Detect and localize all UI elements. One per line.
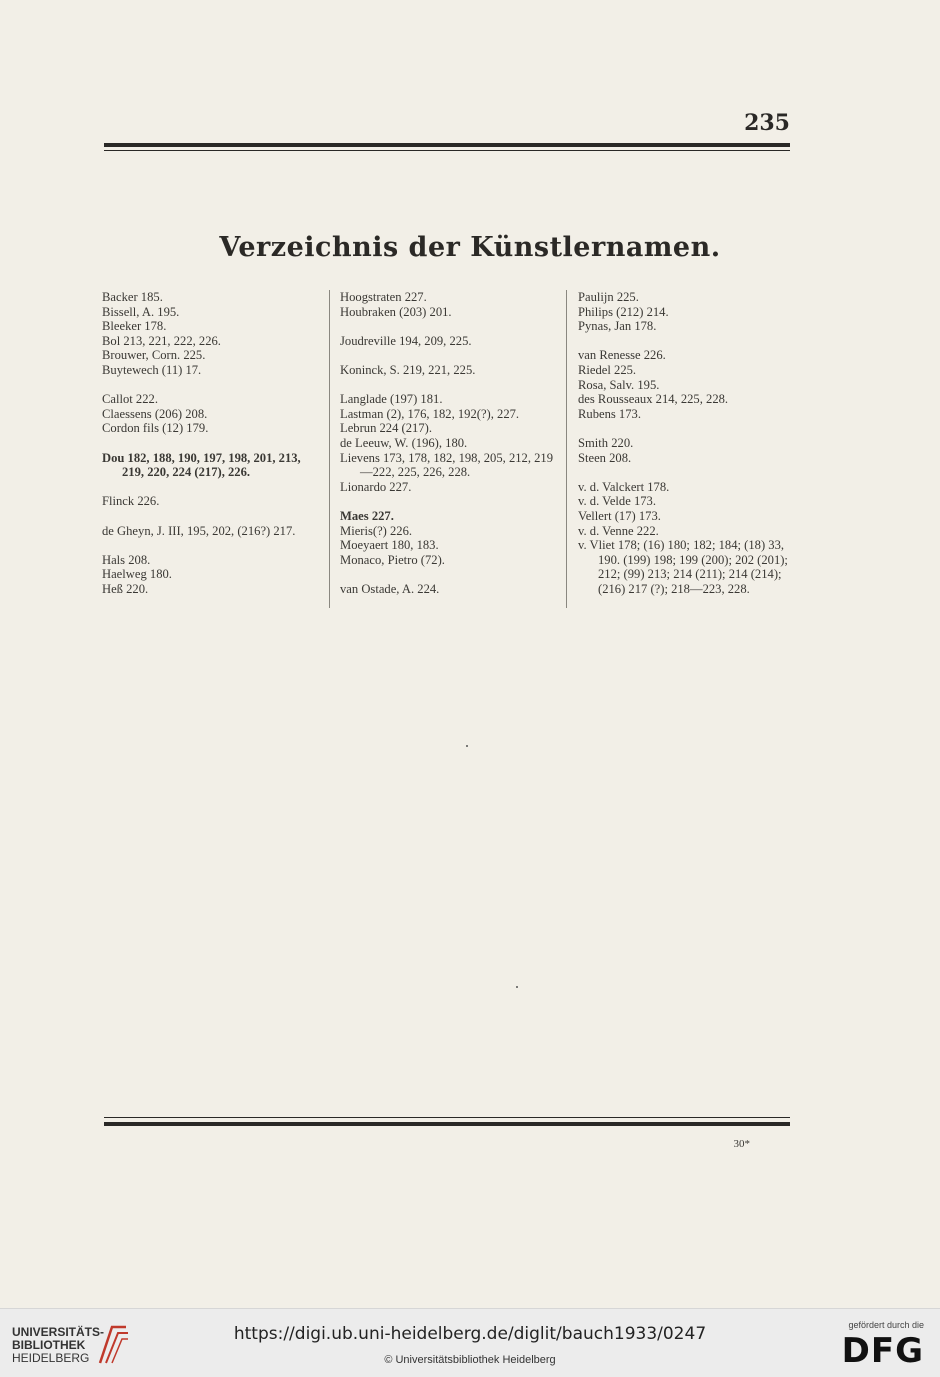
entry-spacer [578,421,790,436]
index-entry: Langlade (197) 181. [340,392,443,407]
index-entry: des Rousseaux 214, 225, 228. [578,392,729,407]
dfg-logo[interactable]: DFG [841,1331,924,1371]
index-entry: van Ostade, A. 224. [340,581,440,596]
index-column-2 [340,290,562,596]
header-rule-thick [104,143,790,147]
index-entry: Koninck, S. 219, 221, 225. [340,362,476,377]
index-entry: v. d. Valckert 178. [578,479,670,494]
index-entry: Brouwer, Corn. 225. [102,348,206,363]
header-rule-thin [104,150,790,151]
specks [516,986,518,988]
index-entry: Heß 220. [102,581,149,596]
entry-spacer [340,567,562,582]
entry-spacer [340,378,562,393]
signature-mark: 30* [733,1138,750,1150]
library-line: BIBLIOTHEK [12,1338,86,1352]
footer-rule-thick [104,1122,790,1126]
index-entry: Houbraken (203) 201. [340,304,452,319]
index-entry: Dou 182, 188, 190, 197, 198, 201, 213, 219, 220, 224 (217), 226. [102,450,301,480]
index-entry: Monaco, Pietro (72). [340,552,445,567]
index-entry: Moeyaert 180, 183. [340,538,439,553]
index-entry: Rubens 173. [578,406,641,421]
index-entry: Lastman (2), 176, 182, 192(?), 227. [340,406,520,421]
index-entry: Smith 220. [578,435,634,450]
index-entry: Buytewech (11) 17. [102,362,202,377]
library-line: UNIVERSITÄTS- [12,1325,105,1339]
entry-spacer [102,436,324,451]
entry-spacer [102,538,324,553]
index-entry: de Gheyn, J. III, 195, 202, (216?) 217. [102,523,296,538]
index-entry: Haelweg 180. [102,567,172,582]
entry-spacer [578,334,790,349]
column-divider [329,290,330,608]
index-entry: de Leeuw, W. (196), 180. [340,435,468,450]
entry-spacer [102,509,324,524]
permalink-url[interactable]: https://digi.ub.uni-heidelberg.de/diglit/bauch1933/0247 [233,1324,707,1344]
index-entry: Flinck 226. [102,494,160,509]
entry-spacer [102,480,324,495]
index-entry: Bleeker 178. [102,319,167,334]
funded-by-label: gefördert durch die [848,1320,924,1330]
index-entry: van Renesse 226. [578,348,666,363]
entry-spacer [578,465,790,480]
entry-spacer [340,348,562,363]
index-entry: Paulijn 225. [578,290,639,304]
index-entry: Maes 227. [340,508,394,523]
index-entry: Steen 208. [578,450,632,465]
column-divider [566,290,567,608]
index-column-1 [102,290,324,596]
library-line: HEIDELBERG [12,1351,90,1365]
entry-spacer [102,378,324,393]
index-entry: Philips (212) 214. [578,304,669,319]
index-entry: Lebrun 224 (217). [340,421,432,436]
index-entry: Callot 222. [102,392,158,407]
index-entry: Claessens (206) 208. [102,406,208,421]
index-entry: Bol 213, 221, 222, 226. [102,333,221,348]
entry-spacer [340,319,562,334]
index-entry: Lionardo 227. [340,479,412,494]
index-entry: Joudreville 194, 209, 225. [340,333,472,348]
index-entry: Mieris(?) 226. [340,523,413,538]
index-entry: Lievens 173, 178, 182, 198, 205, 212, 219—222, 225, 226, 228. [340,450,554,480]
index-column-3 [578,290,790,596]
copyright-notice: © Universitätsbibliothek Heidelberg [384,1354,556,1366]
index-entry: Backer 185. [102,290,163,304]
index-entry: v. d. Velde 173. [578,494,657,509]
index-title: Verzeichnis der Künstlernamen. [219,232,721,263]
specks [466,745,468,747]
index-entry: Hoogstraten 227. [340,290,427,304]
index-entry: Hals 208. [102,552,151,567]
footer-rule-thin [104,1117,790,1118]
index-entry: Cordon fils (12) 179. [102,421,209,436]
viewer-footer-bar [0,1308,940,1377]
index-entry: Vellert (17) 173. [578,508,661,523]
index-entry: Riedel 225. [578,362,637,377]
index-entry: Pynas, Jan 178. [578,319,657,334]
index-entry: Bissell, A. 195. [102,304,180,319]
entry-spacer [340,494,562,509]
index-entry: Rosa, Salv. 195. [578,377,660,392]
index-entry: v. d. Venne 222. [578,523,659,538]
page-number: 235 [744,110,790,136]
index-entry: v. Vliet 178; (16) 180; 182; 184; (18) 33, 190. (199) 198; 199 (200); 202 (201); 212; (99) 213; 214 (211); 214 (214); (216) 217 (?); 218—223, 228. [578,538,788,596]
